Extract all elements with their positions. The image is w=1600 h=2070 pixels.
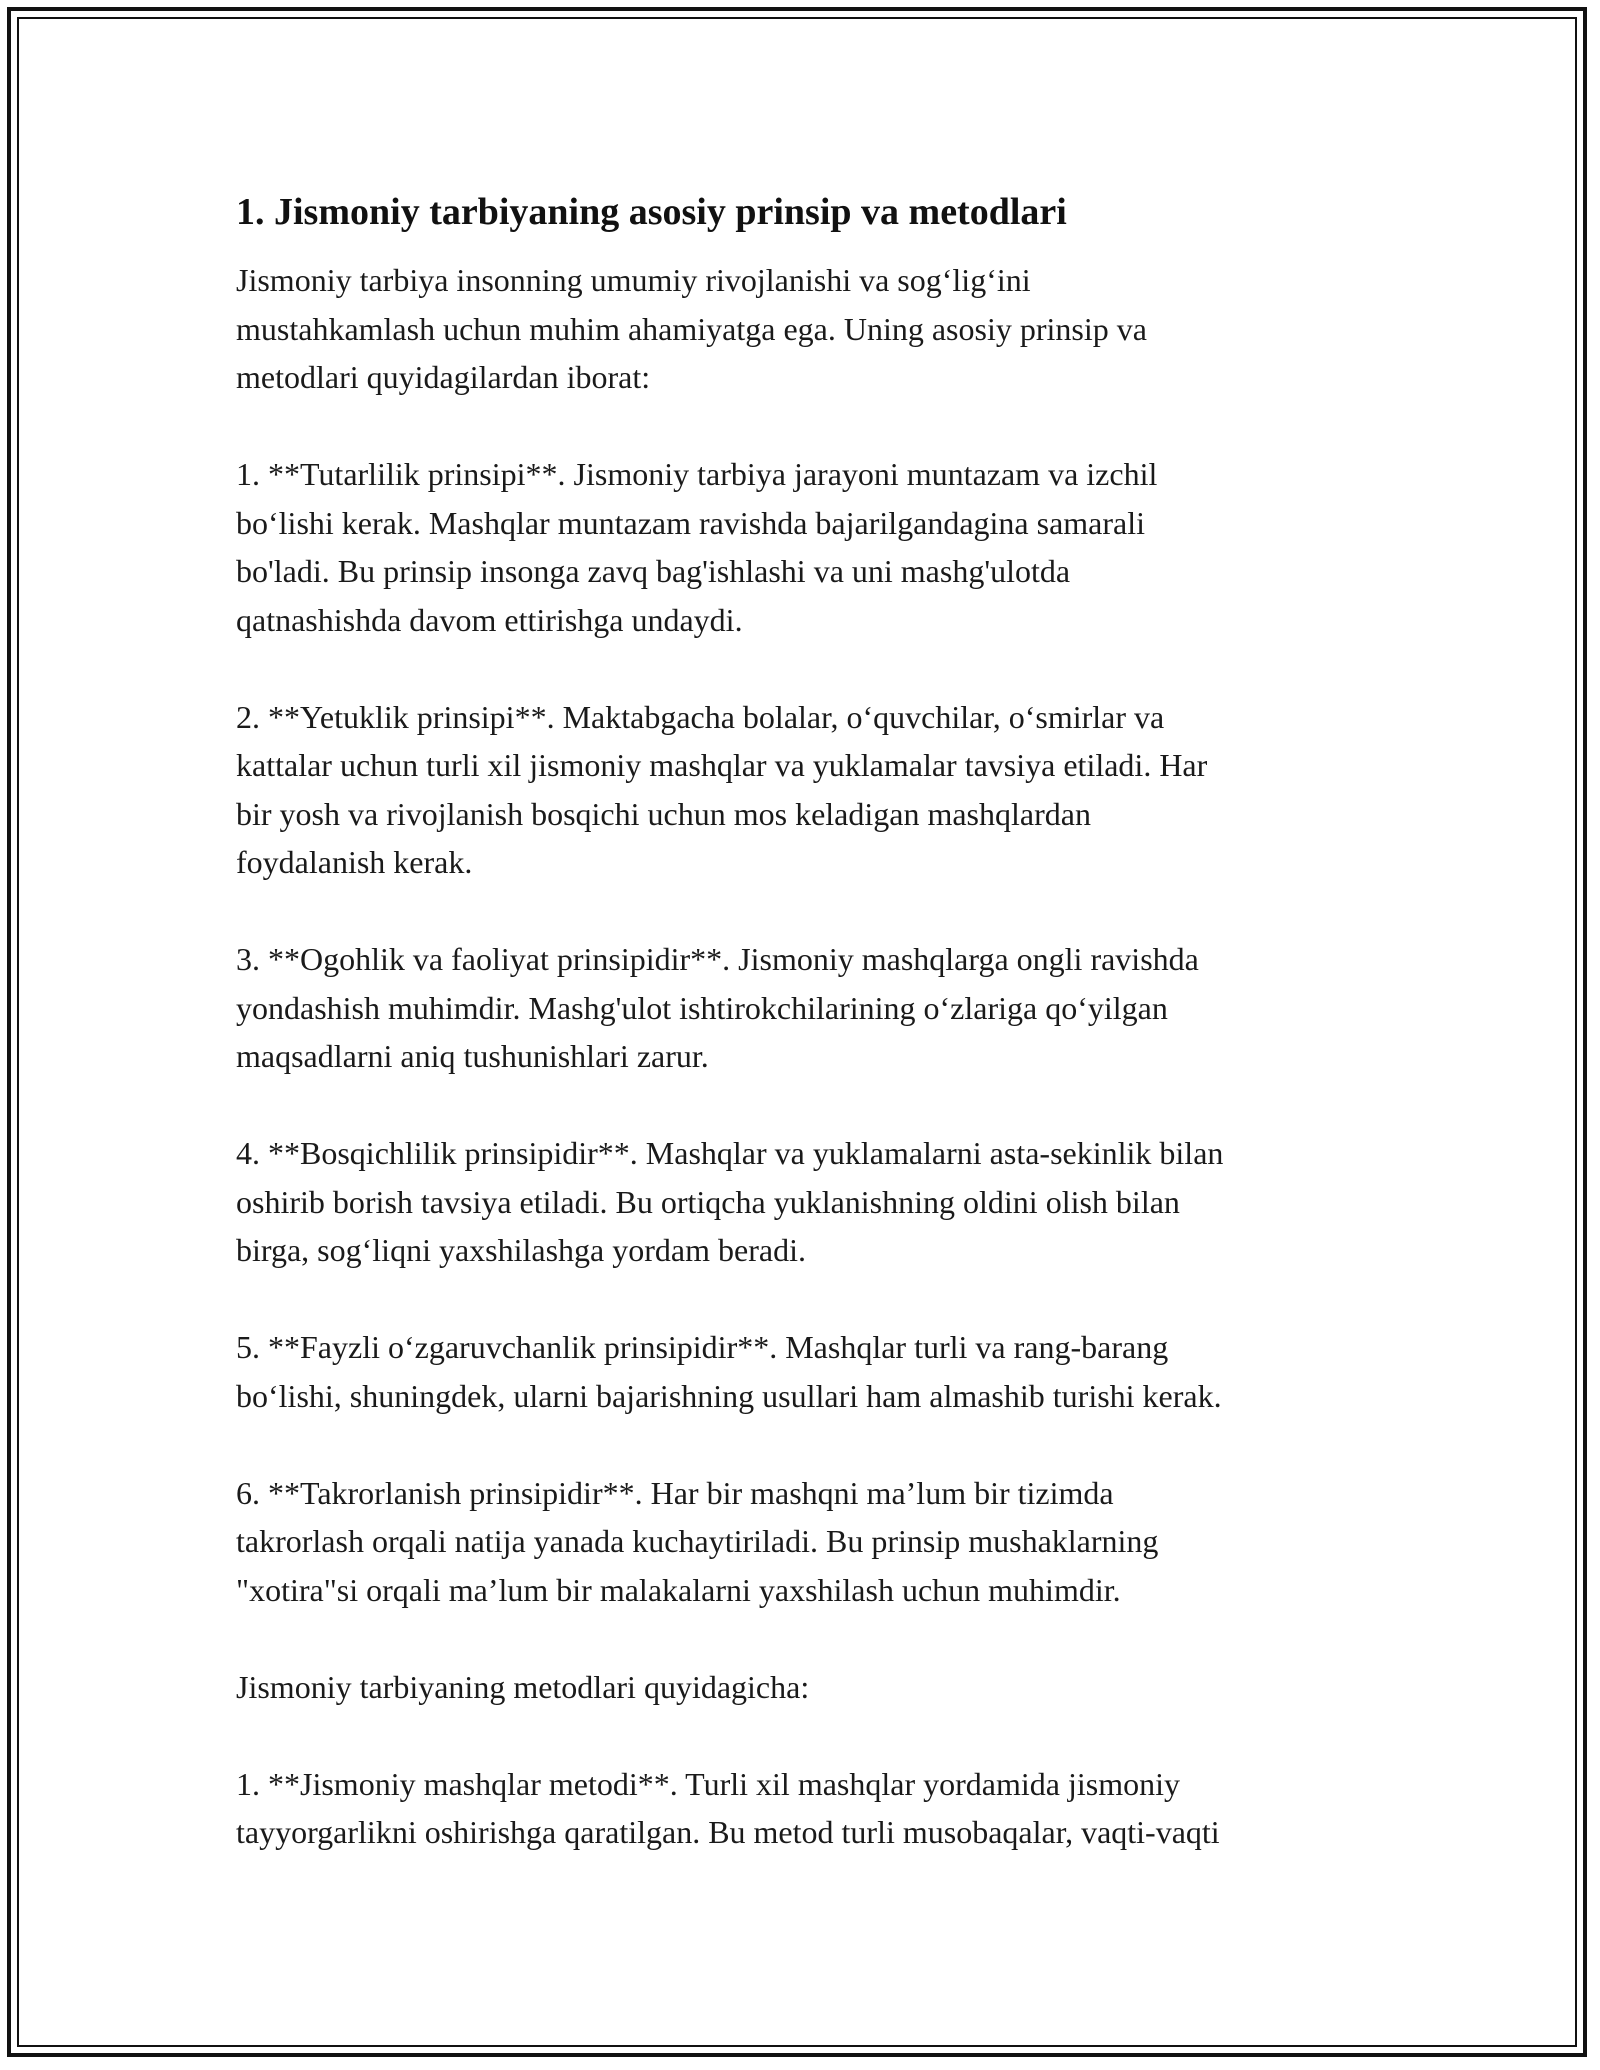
method-1-paragraph: 1. **Jismoniy mashqlar metodi**. Turli xil mashqlar yordamida jismoniy tayyorgarlikni oshirishga qaratilgan. Bu metod turli musobaqalar, vaqti-vaqti [236,1765,1220,1850]
principle-3-paragraph: 3. **Ogohlik va faoliyat prinsipidir**. Jismoniy mashqlarga ongli ravishda yondashish muhimdir. Mashg'ulot ishtirokchilarining o‘zlariga qo‘yilgan maqsadlarni aniq tushunishlari zarur. [236,941,1199,1074]
principle-2-paragraph: 2. **Yetuklik prinsipi**. Maktabgacha bolalar, o‘quvchilar, o‘smirlar va kattalar uchun turli xil jismoniy mashqlar va yuklamalar tavsiya etiladi. Har bir yosh va rivojlanish bosqichi uchun mos keladigan mashqlardan foydalanish kerak. [236,698,1208,880]
methods-intro-paragraph: Jismoniy tarbiyaning metodlari quyidagicha: [236,1668,810,1705]
document-heading: 1. Jismoniy tarbiyaning asosiy prinsip va metodlari [236,191,1067,233]
principle-1-paragraph: 1. **Tutarlilik prinsipi**. Jismoniy tarbiya jarayoni muntazam va izchil bo‘lishi kerak. Mashqlar muntazam ravishda bajarilgandagina samarali bo'ladi. Bu prinsip insonga zavq bag'ishlashi va uni mashg'ulotda qatnashishda davom ettirishga undaydi. [236,456,1158,638]
intro-paragraph: Jismoniy tarbiya insonning umumiy rivojlanishi va sog‘lig‘ini mustahkamlash uchun muhim ahamiyatga ega. Uning asosiy prinsip va metodlari quyidagilardan iborat: [236,262,1147,395]
principle-6-paragraph: 6. **Takrorlanish prinsipidir**. Har bir mashqni ma’lum bir tizimda takrorlash orqali natija yanada kuchaytiriladi. Bu prinsip mushaklarning "xotira"si orqali ma’lum bir malakalarni yaxshilash uchun muhimdir. [236,1474,1159,1608]
document-body [236,186,1386,1857]
principle-5-paragraph: 5. **Fayzli o‘zgaruvchanlik prinsipidir**. Mashqlar turli va rang-barang bo‘lishi, shuningdek, ularni bajarishning usullari ham almashib turishi kerak. [236,1329,1222,1414]
principle-4-paragraph: 4. **Bosqichlilik prinsipidir**. Mashqlar va yuklamalarni asta-sekinlik bilan oshirib borish tavsiya etiladi. Bu ortiqcha yuklanishning oldini olish bilan birga, sog‘liqni yaxshilashga yordam beradi. [236,1135,1224,1268]
